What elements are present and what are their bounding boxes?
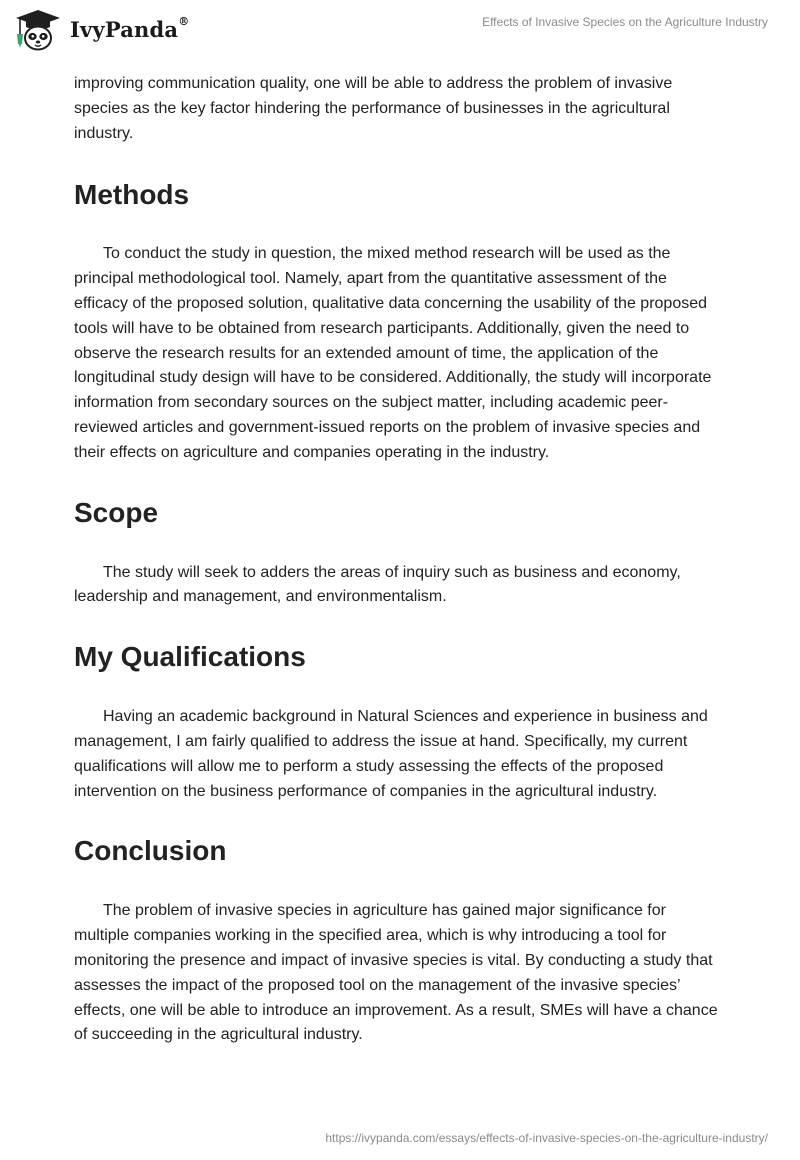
intro-paragraph: improving communication quality, one will be able to address the problem of invasive species as the key factor hindering the performance of businesses in the agricultural industry. bbox=[74, 75, 673, 142]
registered-mark: ® bbox=[178, 14, 190, 28]
paragraph-methods: To conduct the study in question, the mixed method research will be used as the principal methodological tool. Namely, apart from the quantitative assessment of the efficacy of the proposed solution, qualitative data concerning the usability of the proposed tools will have to be obtained from research participants. Additionally, given the need to observe the research results for an extended amount of time, the application of the longitudinal study design will have to be considered. Additionally, the study will incorporate information from secondary sources on the subject matter, including academic peer-reviewed articles and government-issued reports on the problem of invasive species and their effects on agriculture and companies operating in the industry. bbox=[74, 245, 712, 461]
panda-graduate-icon bbox=[14, 8, 62, 52]
essay-content bbox=[74, 72, 724, 1048]
page-header bbox=[0, 0, 800, 64]
footer-source-url[interactable]: https://ivypanda.com/essays/effects-of-invasive-species-on-the-agriculture-industry/ bbox=[325, 1131, 768, 1145]
heading-scope: Scope bbox=[74, 496, 159, 528]
paragraph-my-qualifications: Having an academic background in Natural Sciences and experience in business and management, I am fairly qualified to address the issue at hand. Specifically, my current qualifications will allow me to perform a study assessing the effects of the proposed intervention on the business performance of companies in the agricultural industry. bbox=[74, 708, 708, 800]
ivypanda-logo[interactable] bbox=[14, 8, 189, 52]
heading-methods: Methods bbox=[74, 179, 190, 211]
heading-conclusion: Conclusion bbox=[74, 835, 227, 867]
logo-wordmark: IvyPanda® bbox=[70, 14, 190, 42]
paragraph-scope: The study will seek to adders the areas of inquiry such as business and economy, leadership and management, and environmentalism. bbox=[74, 563, 681, 606]
heading-my-qualifications: My Qualifications bbox=[74, 641, 306, 673]
document-title: Effects of Invasive Species on the Agriculture Industry bbox=[482, 15, 768, 29]
paragraph-conclusion: The problem of invasive species in agriculture has gained major significance for multiple companies working in the specified area, which is why introducing a tool for monitoring the presence and impact of invasive species is vital. By conducting a study that assesses the impact of the proposed tool on the management of the invasive species’ effects, one will be able to introduce an improvement. As a result, SMEs will have a chance of succeeding in the agricultural industry. bbox=[74, 902, 718, 1044]
